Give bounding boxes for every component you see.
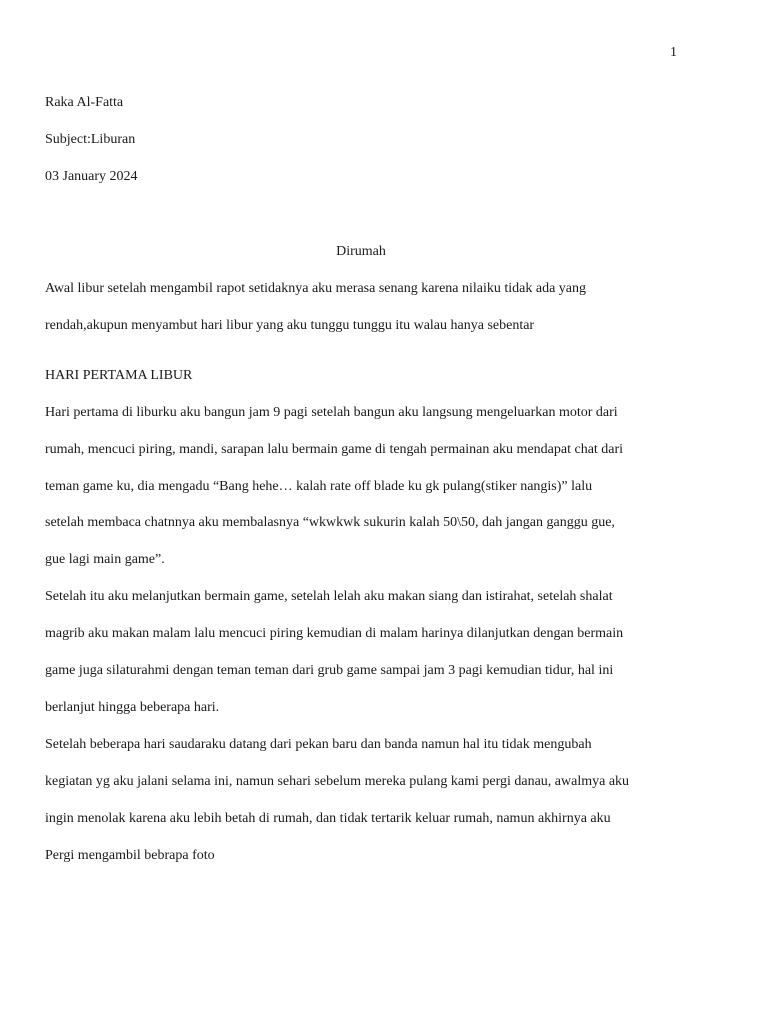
paragraph-line: Setelah beberapa hari saudaraku datang dari pekan baru dan banda namun hal itu tidak mengubah (45, 737, 592, 752)
paragraph-line: magrib aku makan malam lalu mencuci piring kemudian di malam harinya dilanjutkan dengan bermain (45, 626, 624, 641)
paragraph-line: game juga silaturahmi dengan teman teman dari grub game sampai jam 3 pagi kemudian tidur, hal ini (45, 663, 614, 678)
section-heading: HARI PERTAMA LIBUR (45, 368, 193, 383)
paragraph-line: Pergi mengambil bebrapa foto (45, 848, 215, 863)
paragraph-line: Hari pertama di liburku aku bangun jam 9 pagi setelah bangun aku langsung mengeluarkan motor dari (45, 405, 618, 420)
page-number: 1 (670, 45, 677, 60)
subject-line: Subject:Liburan (45, 132, 136, 147)
paragraph-line: rumah, mencuci piring, mandi, sarapan lalu bermain game di tengah permainan aku mendapat chat dari (45, 442, 624, 457)
author-name: Raka Al-Fatta (45, 95, 124, 110)
paragraph-line: ingin menolak karena aku lebih betah di rumah, dan tidak tertarik keluar rumah, namun akhirnya aku (45, 811, 611, 826)
paragraph-line: teman game ku, dia mengadu “Bang hehe… kalah rate off blade ku gk pulang(stiker nangis)” lalu (45, 479, 593, 494)
intro-line: Awal libur setelah mengambil rapot setidaknya aku merasa senang karena nilaiku tidak ada yang (45, 281, 587, 296)
intro-line: rendah,akupun menyambut hari libur yang aku tunggu tunggu itu walau hanya sebentar (45, 318, 535, 333)
paragraph-line: setelah membaca chatnnya aku membalasnya “wkwkwk sukurin kalah 50\50, dah jangan ganggu gue, (45, 515, 615, 530)
paragraph-line: Setelah itu aku melanjutkan bermain game, setelah lelah aku makan siang dan istirahat, setelah shalat (45, 589, 613, 604)
date-line: 03 January 2024 (45, 169, 138, 184)
paragraph-line: kegiatan yg aku jalani selama ini, namun sehari sebelum mereka pulang kami pergi danau, awalmya aku (45, 774, 630, 789)
paragraph-line: gue lagi main game”. (45, 552, 165, 567)
paragraph-line: berlanjut hingga beberapa hari. (45, 700, 220, 715)
document-title: Dirumah (336, 244, 386, 259)
